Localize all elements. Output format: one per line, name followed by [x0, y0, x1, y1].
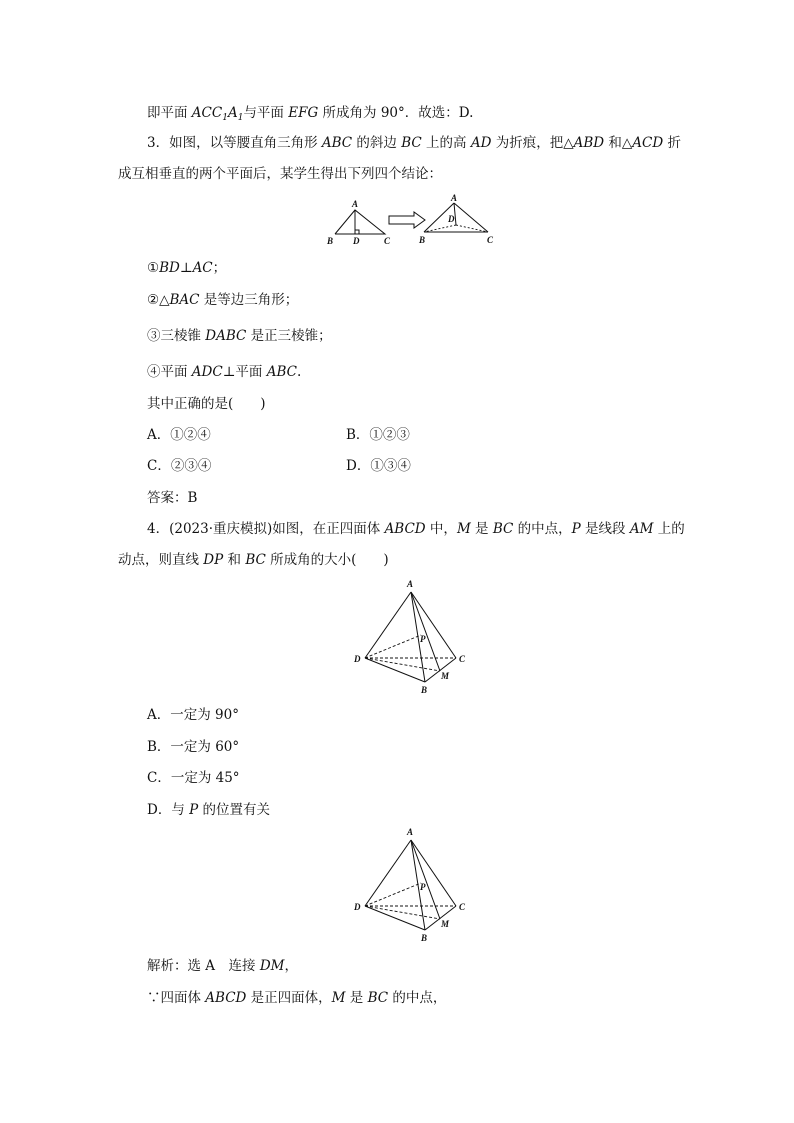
- q4-option-a: A．一定为 90°: [147, 707, 239, 723]
- q3-statement-4: ④平面 ADC⊥平面 ABC.: [147, 364, 302, 380]
- q3-fold-figure: [322, 192, 498, 248]
- q4-stem-line2: 动点，则直线 DP 和 BC 所成角的大小( ): [118, 552, 389, 568]
- label-p: P: [420, 634, 426, 644]
- label-d: D: [354, 902, 361, 912]
- q3-statement-2: ②△BAC 是等边三角形；: [147, 292, 299, 308]
- q4-stem-line1: 4．(2023·重庆模拟)如图，在正四面体 ABCD 中，M 是 BC 的中点，P 是线段 AM 上的: [147, 521, 685, 537]
- label-c: C: [384, 236, 391, 246]
- q3-statement-1: ①BD⊥AC；: [147, 260, 227, 276]
- label-m: M: [441, 919, 450, 929]
- label-a-folded: A: [451, 193, 458, 203]
- q3-option-b: B．①②③: [346, 427, 410, 443]
- q4-solution-line2: ∵四面体 ABCD 是正四面体，M 是 BC 的中点，: [147, 990, 447, 1006]
- q4-solution-figure: [350, 826, 475, 942]
- label-b: B: [421, 685, 428, 694]
- q3-question: 其中正确的是( ): [147, 396, 266, 412]
- label-a: A: [407, 827, 414, 837]
- label-p: P: [420, 882, 426, 892]
- label-d-folded: D: [448, 214, 455, 224]
- q4-option-d: D．与 P 的位置有关: [147, 802, 271, 818]
- q3-option-d: D．①③④: [346, 458, 411, 474]
- label-b: B: [421, 933, 428, 942]
- label-a: A: [407, 579, 414, 589]
- label-d: D: [354, 654, 361, 664]
- q3-option-a: A．①②④: [147, 427, 211, 443]
- q3-statement-3: ③三棱锥 DABC 是正三棱锥；: [147, 328, 332, 344]
- q4-option-c: C．一定为 45°: [147, 770, 240, 786]
- q3-answer: 答案：B: [147, 490, 198, 506]
- label-b: B: [327, 236, 334, 246]
- label-c: C: [459, 902, 466, 912]
- label-c: C: [459, 654, 466, 664]
- q3-option-c: C．②③④: [147, 458, 212, 474]
- q3-stem-line1: 3．如图，以等腰直角三角形 ABC 的斜边 BC 上的高 AD 为折痕，把△ABD 和△ACD 折: [147, 135, 681, 151]
- label-c-folded: C: [487, 235, 494, 245]
- label-d: D: [353, 236, 360, 246]
- label-b-folded: B: [419, 235, 426, 245]
- q4-solution-line1: 解析：选 A 连接 DM，: [147, 958, 298, 974]
- label-m: M: [441, 671, 450, 681]
- q2-conclusion: 即平面 $ACC_1A_1$与平面 EFG 所成角为 90°．故选：D.: [147, 105, 474, 123]
- q3-stem-line2: 成互相垂直的两个平面后，某学生得出下列四个结论：: [118, 166, 442, 182]
- q4-tetrahedron-figure: [350, 578, 475, 694]
- label-a: A: [352, 199, 359, 209]
- q4-option-b: B．一定为 60°: [147, 739, 240, 755]
